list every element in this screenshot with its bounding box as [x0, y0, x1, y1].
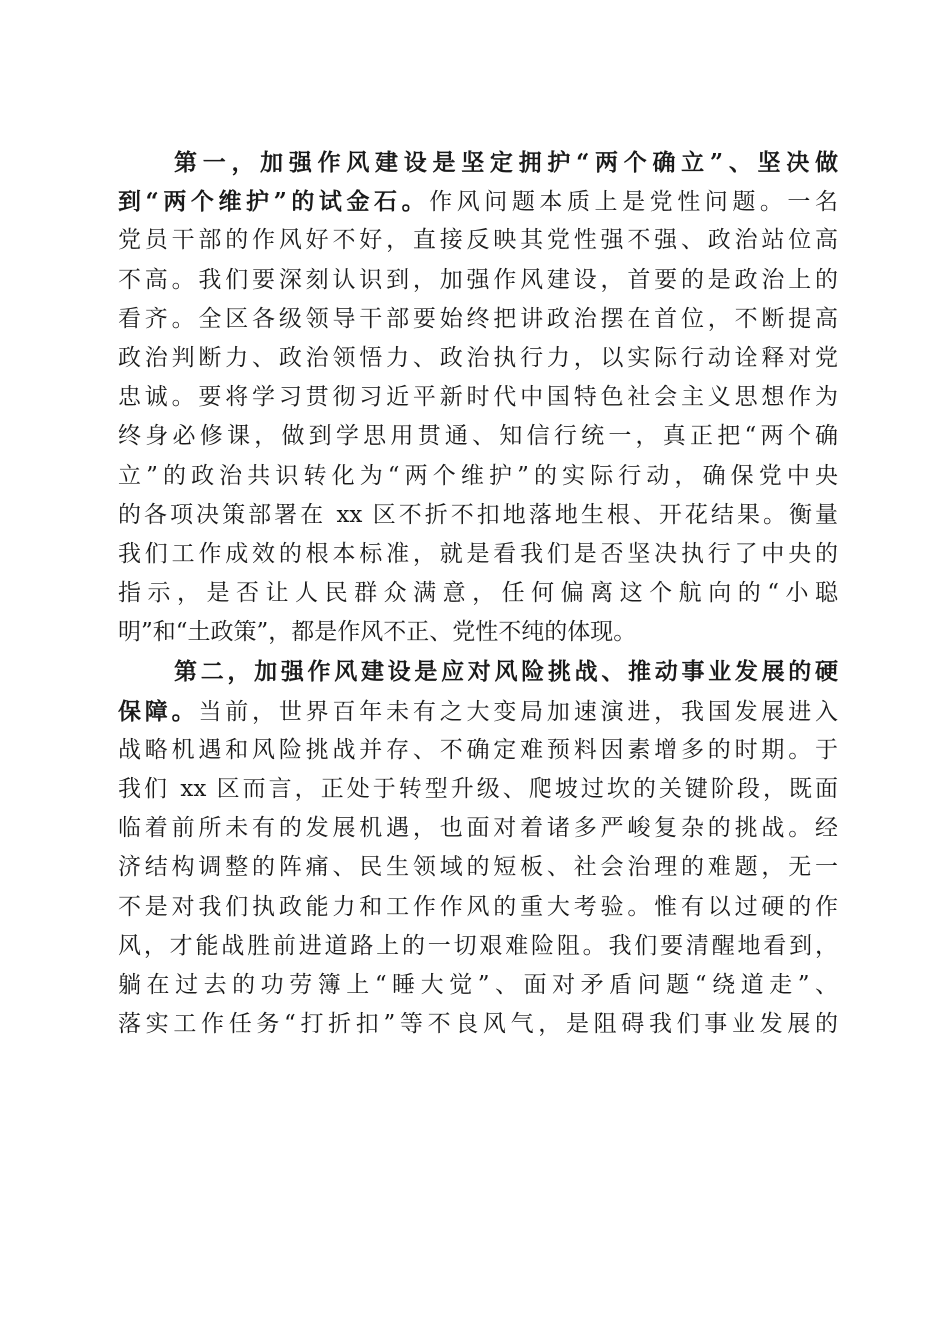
paragraph-1-line-12: 指示，是否让人民群众满意，任何偏离这个航向的“小聪: [118, 580, 838, 607]
paragraph-2-line-10: 落实工作任务“打折扣”等不良风气，是阻碍我们事业发展的: [118, 1011, 838, 1038]
paragraph-1-line-4: 不高。我们要深刻认识到，加强作风建设，首要的是政治上的: [118, 266, 838, 293]
paragraph-1-line-9: 立”的政治共识转化为“两个维护”的实际行动，确保党中央: [118, 462, 838, 489]
paragraph-1-line-7: 忠诚。要将学习贯彻习近平新时代中国特色社会主义思想作为: [118, 384, 838, 411]
paragraph-2-line-6: 济结构调整的阵痛、民生领域的短板、社会治理的难题，无一: [118, 854, 838, 881]
paragraph-1-line-3: 党员干部的作风好不好，直接反映其党性强不强、政治站位高: [118, 227, 838, 254]
paragraph-1-line-6: 政治判断力、政治领悟力、政治执行力，以实际行动诠释对党: [118, 344, 838, 371]
document-body: [118, 143, 838, 1044]
paragraph-2-line-9: 躺在过去的功劳簿上“睡大觉”、面对矛盾问题“绕道走”、: [118, 971, 838, 998]
paragraph-1-line-5: 看齐。全区各级领导干部要始终把讲政治摆在首位，不断提高: [118, 305, 838, 332]
paragraph-2-line-5: 临着前所未有的发展机遇，也面对着诸多严峻复杂的挑战。经: [118, 815, 838, 842]
paragraph-2-line-8: 风，才能战胜前进道路上的一切艰难险阻。我们要清醒地看到，: [118, 932, 838, 959]
paragraph-1-line-11: 我们工作成效的根本标准，就是看我们是否坚决执行了中央的: [118, 540, 838, 567]
paragraph-2-line-7: 不是对我们执政能力和工作作风的重大考验。惟有以过硬的作: [118, 893, 838, 920]
paragraph-2-line-2-text: 当前，世界百年未有之大变局加速演进，我国发展进入: [198, 698, 839, 725]
paragraph-2-lead-sentence: 第二，加强作风建设是应对风险挑战、推动事业发展的硬: [174, 658, 838, 686]
paragraph-2-line-2: [118, 692, 838, 731]
paragraph-1-lead-sentence-end: 到“两个维护”的试金石。: [118, 188, 430, 216]
paragraph-1-line-2-text: 作风问题本质上是党性问题。一名: [429, 189, 838, 216]
paragraph-1-line-10: 的各项决策部署在 xx 区不折不扣地落地生根、开花结果。衡量: [118, 501, 838, 528]
paragraph-1-line-8: 终身必修课，做到学思用贯通、知信行统一，真正把“两个确: [118, 423, 838, 450]
paragraph-2-line-4: 我们 xx 区而言，正处于转型升级、爬坡过坎的关键阶段，既面: [118, 776, 838, 802]
paragraph-1-line-1: [118, 143, 838, 182]
paragraph-2-line-3: 战略机遇和风险挑战并存、不确定难预料因素增多的时期。于: [118, 736, 838, 763]
paragraph-1-lead-sentence: 第一，加强作风建设是坚定拥护“两个确立”、坚决做: [174, 149, 838, 176]
paragraph-1-line-2: [118, 182, 838, 221]
paragraph-2-lead-sentence-end: 保障。: [118, 697, 199, 725]
paragraph-1-line-13: 明”和“土政策”，都是作风不正、党性不纯的体现。: [118, 619, 637, 646]
paragraph-2-line-1: [118, 652, 838, 691]
